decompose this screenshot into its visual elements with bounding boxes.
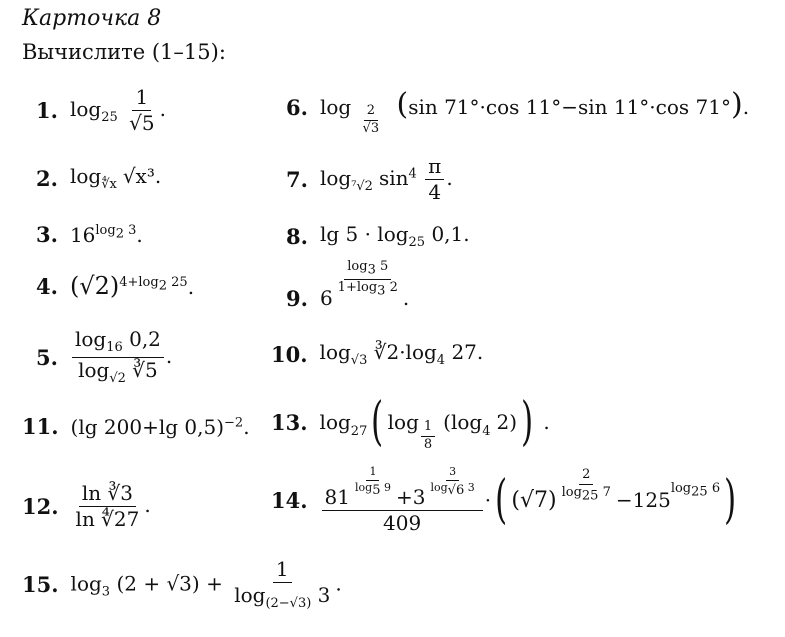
card-title: Карточка 8 [22, 6, 162, 31]
problem-number: 7. [286, 167, 308, 192]
instruction: Вычислите (1–15): [22, 40, 226, 64]
math: $\frac{\log_{16} 0,2}{\log_{√2} ∛5}$ . [70, 328, 172, 387]
math: 81 $\frac{1}{\log_5 9}$ + 3 $\frac{3}{\log_{√6} 3}$ 409 · ( (√7) $\frac{2}{\log_{25} 7}$ − 125 $^{log_{25} 6}$ ) [320, 466, 741, 535]
problem-number: 6. [286, 94, 308, 120]
math: $\lg 5 \cdot \log_{25} 0,1$. [319, 222, 470, 250]
problem-number: 12. [22, 494, 59, 519]
problem-2 [36, 164, 161, 192]
problem-number: 13. [271, 409, 308, 435]
math: log $_{27}$ ( log $\frac{1}{8}$ (log $_4$ 2) ) . [319, 392, 550, 452]
problem-number: 3. [36, 222, 58, 247]
problem-8 [286, 222, 470, 250]
problem-number: 15. [22, 572, 59, 598]
problem-13 [271, 392, 550, 452]
problem-number: 1. [36, 98, 58, 123]
problem-number: 5. [36, 344, 58, 370]
problem-number: 2. [36, 165, 58, 191]
problem-14 [271, 466, 740, 535]
problem-7 [286, 155, 453, 204]
problem-5 [36, 328, 172, 387]
problem-6 [286, 87, 750, 136]
problem-9 [286, 258, 409, 311]
math: $\log_{25}$ $\frac{1}{√5}$ . [69, 85, 166, 135]
problem-15 [22, 558, 342, 612]
math: $(√2)^{4+log_2 25}$. [69, 272, 195, 300]
problem-number: 9. [286, 286, 308, 311]
math: $\log_3 (2 + √3)$ + $\frac{1}{\log_{(2-√3)} 3}$ . [70, 557, 342, 611]
problem-1 [36, 86, 166, 135]
math: (lg 200+lg 0,5)$^{-2}$. [70, 414, 250, 439]
problem-number: 8. [286, 223, 308, 249]
math: $\log_{∜x} √x^3$. [69, 164, 162, 192]
math: 6 $\frac{\log_3 5}{1+\log_3 2}$ . [319, 258, 410, 310]
problem-number: 10. [271, 341, 308, 367]
math: $\log_{^7√2} \sin^4$ $\frac{\pi}{4}$ . [319, 154, 453, 204]
problem-12 [22, 482, 151, 531]
problem-number: 14. [271, 487, 308, 513]
problem-11 [22, 414, 250, 439]
problem-10 [271, 340, 483, 368]
problem-number: 4. [36, 273, 58, 299]
math: $\log_{√3}$ $∛2\cdot\log_4$ 27. [319, 340, 484, 368]
problem-4 [36, 272, 194, 300]
problem-3 [36, 222, 143, 247]
math: $16^{log_2 3}$. [69, 222, 143, 247]
problem-number: 11. [22, 414, 59, 439]
math: log $\frac{2}{√3}$ (sin 71°·cos 11°−sin 11°·cos 71°). [319, 87, 750, 136]
math: $\frac{\ln ∛3}{\ln ∜27}$ . [75, 481, 151, 531]
